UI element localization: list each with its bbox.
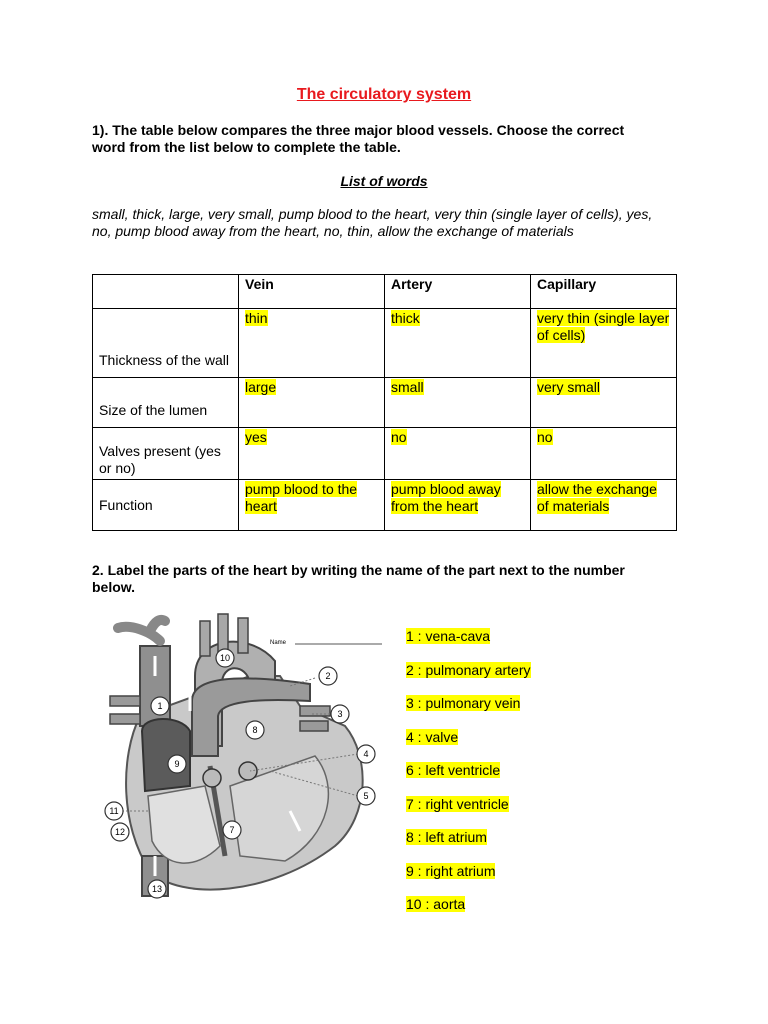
header-vein: Vein <box>239 275 385 309</box>
table-row <box>93 480 677 531</box>
svg-text:4: 4 <box>363 749 369 759</box>
right-atrium <box>142 719 190 791</box>
header-cell-empty <box>93 275 239 309</box>
answer-cell: small <box>391 379 424 395</box>
row-label: Size of the lumen <box>93 378 239 428</box>
answer-cell: allow the exchange of materials <box>537 481 657 514</box>
marker-5 <box>357 787 375 805</box>
table-row <box>93 309 677 378</box>
svg-text:13: 13 <box>151 884 163 894</box>
answer-list <box>406 628 706 930</box>
svg-text:11: 11 <box>109 806 119 816</box>
marker-2 <box>319 667 337 685</box>
answer-cell: very thin (single layer of cells) <box>537 310 670 343</box>
marker-1 <box>151 697 169 715</box>
list-item: 8 : left atrium <box>406 829 487 845</box>
row-label: Valves present (yes or no) <box>93 428 239 480</box>
header-artery: Artery <box>385 275 531 309</box>
list-item: 1 : vena-cava <box>406 628 491 644</box>
answer-cell: thin <box>245 310 268 326</box>
question-2-body: . Label the parts of the heart by writing the name of the part next to the number below. <box>92 562 625 595</box>
answer-cell: pump blood to the heart <box>245 481 358 514</box>
word-list: small, thick, large, very small, pump blood to the heart, very thin (single layer of cells), yes, no, pump blood away from the heart, no, thin, allow the exchange of materials <box>92 206 653 239</box>
question-1-text: 1). The table below compares the three major blood vessels. Choose the correct word from the list below to complete the table. <box>92 122 625 155</box>
svg-text:3: 3 <box>337 709 343 719</box>
list-item: 2 : pulmonary artery <box>406 661 531 678</box>
list-item: 3 : pulmonary vein <box>406 695 521 711</box>
table-row <box>93 428 677 480</box>
list-item: 10 : aorta <box>406 896 466 912</box>
answer-cell: large <box>245 379 277 395</box>
marker-4 <box>357 745 375 763</box>
header-capillary: Capillary <box>531 275 677 309</box>
svg-text:7: 7 <box>229 825 235 835</box>
marker-10 <box>216 649 234 667</box>
row-label: Function <box>93 480 239 531</box>
valve <box>203 769 221 787</box>
answer-cell: no <box>391 429 407 445</box>
marker-3 <box>331 705 349 723</box>
marker-13 <box>148 880 166 898</box>
list-item: 7 : right ventricle <box>406 795 509 812</box>
svg-text:8: 8 <box>252 725 258 735</box>
svg-text:10: 10 <box>219 653 231 663</box>
table-header-row <box>93 275 677 309</box>
answer-cell: thick <box>391 310 420 326</box>
list-item: 4 : valve <box>406 728 459 745</box>
marker-7 <box>223 821 241 839</box>
answer-cell: yes <box>245 429 267 445</box>
svg-text:2: 2 <box>325 671 331 681</box>
marker-11 <box>105 802 123 820</box>
list-item: 9 : right atrium <box>406 862 496 879</box>
svg-text:5: 5 <box>363 791 369 801</box>
answer-cell: very small <box>537 379 601 395</box>
list-item: 6 : left ventricle <box>406 762 501 778</box>
name-label: Name <box>270 640 287 646</box>
answer-cell: pump blood away from the heart <box>391 481 501 514</box>
heart-diagram <box>100 606 390 906</box>
marker-9 <box>168 755 186 773</box>
question-2-text <box>92 562 652 596</box>
marker-8 <box>246 721 264 739</box>
blood-vessel-table <box>92 274 677 531</box>
question-2-number: 2 <box>92 562 100 578</box>
svg-text:9: 9 <box>174 759 180 769</box>
table-row <box>93 378 677 428</box>
answer-cell: no <box>537 429 553 445</box>
page-title: The circulatory system <box>296 86 472 103</box>
row-label: Thickness of the wall <box>93 309 239 378</box>
list-of-words-heading: List of words <box>340 173 428 189</box>
marker-12 <box>111 823 129 841</box>
svg-text:12: 12 <box>114 827 126 837</box>
svg-text:1: 1 <box>157 701 163 711</box>
